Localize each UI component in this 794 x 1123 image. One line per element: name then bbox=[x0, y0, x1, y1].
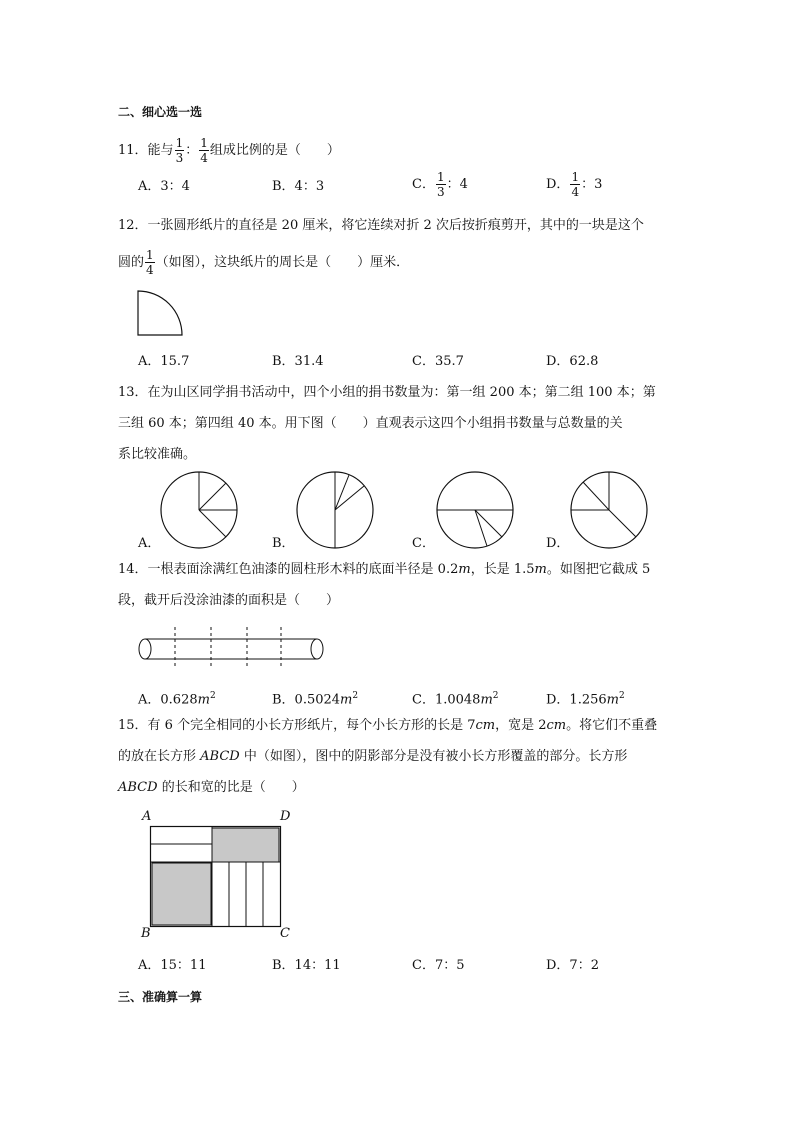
q14-option-d-value: D．1.256 bbox=[546, 692, 607, 708]
section-3-title: 三、准确算一算 bbox=[118, 990, 203, 1004]
q12-line-2 bbox=[118, 248, 409, 277]
q12-line-2-post: （如图），这块纸片的周长是（ ）厘米． bbox=[155, 255, 410, 270]
q11-fraction-2 bbox=[199, 136, 209, 165]
q14-option-d-exp: 2 bbox=[618, 691, 625, 701]
q12-line-2-pre: 圆的 bbox=[118, 255, 145, 270]
pie-chart-b bbox=[296, 472, 376, 550]
label-b: B bbox=[141, 926, 151, 941]
q15-line-1-post: 。将它们不重叠 bbox=[566, 718, 658, 733]
q11-option-d-tail: ：3 bbox=[581, 177, 603, 192]
rectangle-abcd-figure bbox=[150, 826, 282, 928]
q14-line-1 bbox=[118, 560, 650, 580]
q12-numerator: 1 bbox=[146, 248, 154, 262]
q15-option-d[interactable]: D．7：2 bbox=[546, 958, 599, 973]
q14-option-b-value: B．0.5024 bbox=[272, 692, 341, 708]
q11-option-c-denominator: 3 bbox=[436, 185, 445, 199]
q11-f1-numerator: 1 bbox=[175, 136, 184, 150]
quarter-circle-figure bbox=[137, 290, 187, 338]
q13-line-3: 系比较准确。 bbox=[118, 447, 197, 462]
q13-line-1: 13．在为山区同学捐书活动中，四个小组的捐书数量为：第一组 200 本；第二组 100 本；第 bbox=[118, 385, 656, 400]
q14-line-1-mid: ，长是 1.5 bbox=[470, 562, 535, 577]
q15-abcd-1: ABCD bbox=[200, 749, 240, 764]
q14-line-2: 段，截开后没涂油漆的面积是（ ） bbox=[118, 593, 340, 608]
q13-line-2: 三组 60 本；第四组 40 本。用下图（ ）直观表示这四个小组捐书数量与总数量的关 bbox=[118, 416, 623, 431]
q12-denominator: 4 bbox=[146, 263, 154, 277]
q15-line-1 bbox=[118, 716, 657, 736]
q11-option-d-denominator: 4 bbox=[571, 185, 580, 199]
q13-option-c[interactable]: C． bbox=[412, 536, 435, 551]
q14-option-a[interactable] bbox=[138, 686, 216, 710]
q11-option-a[interactable]: A．3：4 bbox=[138, 179, 190, 194]
q12-option-b[interactable]: B．31.4 bbox=[272, 354, 324, 369]
q11-option-b[interactable]: B．4：3 bbox=[272, 179, 325, 194]
q14-option-a-exp: 2 bbox=[209, 691, 216, 701]
q11-option-c-label: C． bbox=[412, 177, 435, 192]
q11-option-c-fraction bbox=[436, 170, 446, 199]
q11-option-d[interactable] bbox=[546, 170, 602, 199]
q12-fraction bbox=[145, 248, 155, 277]
q11-fraction-1 bbox=[175, 136, 185, 165]
q11-f2-denominator: 4 bbox=[200, 151, 208, 165]
q14-option-b-unit: m bbox=[340, 692, 353, 708]
pie-chart-c bbox=[436, 472, 516, 550]
q11-f1-denominator: 3 bbox=[175, 151, 184, 165]
label-d: D bbox=[280, 809, 291, 824]
q13-option-b[interactable]: B． bbox=[272, 536, 295, 551]
q14-option-a-value: A．0.628 bbox=[138, 692, 198, 708]
q11-option-d-numerator: 1 bbox=[571, 170, 580, 184]
q12-option-d[interactable]: D．62.8 bbox=[546, 354, 599, 369]
q14-option-d-unit: m bbox=[606, 692, 619, 708]
q15-option-a[interactable]: A．15：11 bbox=[138, 958, 207, 973]
q14-line-1-pre: 14．一根表面涂满红色油漆的圆柱形木料的底面半径是 0.2 bbox=[118, 562, 459, 577]
q11-text-pre: 能与 bbox=[147, 143, 174, 158]
q11-option-d-label: D． bbox=[546, 177, 570, 192]
q15-unit-cm-1: cm bbox=[475, 718, 496, 733]
q15-option-b[interactable]: B．14：11 bbox=[272, 958, 341, 973]
q13-option-d[interactable]: D． bbox=[546, 536, 570, 551]
q11-option-c-numerator: 1 bbox=[436, 170, 445, 184]
label-c: C bbox=[280, 926, 290, 941]
q14-line-1-post: 。如图把它截成 5 bbox=[546, 562, 651, 577]
q11-option-d-fraction bbox=[570, 170, 580, 199]
q15-line-2-post: 中（如图），图中的阴影部分是没有被小长方形覆盖的部分。长方形 bbox=[239, 749, 628, 764]
q14-option-b[interactable] bbox=[272, 686, 358, 710]
q11-option-c-tail: ：4 bbox=[446, 177, 468, 192]
question-11 bbox=[118, 136, 340, 165]
label-a: A bbox=[142, 809, 152, 824]
q15-line-1-pre: 15．有 6 个完全相同的小长方形纸片，每个小长方形的长是 7 bbox=[118, 718, 476, 733]
q13-option-a[interactable]: A． bbox=[138, 536, 161, 551]
q15-option-c[interactable]: C．7：5 bbox=[412, 958, 465, 973]
q15-line-3 bbox=[118, 778, 305, 798]
q15-line-3-post: 的长和宽的比是（ ） bbox=[157, 780, 305, 795]
q14-option-c[interactable] bbox=[412, 686, 499, 710]
q12-option-c[interactable]: C．35.7 bbox=[412, 354, 464, 369]
q14-option-b-exp: 2 bbox=[352, 691, 359, 701]
q12-line-1: 12．一张圆形纸片的直径是 20 厘米，将它连续对折 2 次后按折痕剪开，其中的一块是这个 bbox=[118, 218, 644, 233]
q14-unit-m-2: m bbox=[534, 562, 547, 577]
cylinder-figure bbox=[136, 625, 330, 669]
section-2-title: 二、细心选一选 bbox=[118, 105, 203, 119]
q15-line-2-pre: 的放在长方形 bbox=[118, 749, 201, 764]
q12-option-a[interactable]: A．15.7 bbox=[138, 354, 190, 369]
q15-line-2 bbox=[118, 747, 627, 767]
q15-abcd-2: ABCD bbox=[118, 780, 158, 795]
q11-number: 11． bbox=[118, 143, 148, 158]
q15-unit-cm-2: cm bbox=[546, 718, 567, 733]
q11-f2-numerator: 1 bbox=[200, 136, 208, 150]
q14-option-a-unit: m bbox=[197, 692, 210, 708]
pie-chart-a bbox=[160, 472, 240, 550]
q14-option-c-value: C．1.0048 bbox=[412, 692, 481, 708]
q14-option-c-unit: m bbox=[480, 692, 493, 708]
q11-text-post: 组成比例的是（ ） bbox=[209, 143, 340, 158]
q14-option-c-exp: 2 bbox=[492, 691, 499, 701]
pie-chart-d bbox=[570, 472, 650, 550]
q14-option-d[interactable] bbox=[546, 686, 625, 710]
q11-colon: ： bbox=[185, 143, 199, 158]
q11-option-c[interactable] bbox=[412, 170, 468, 199]
q15-line-1-mid: ，宽是 2 bbox=[495, 718, 547, 733]
q14-unit-m-1: m bbox=[458, 562, 471, 577]
